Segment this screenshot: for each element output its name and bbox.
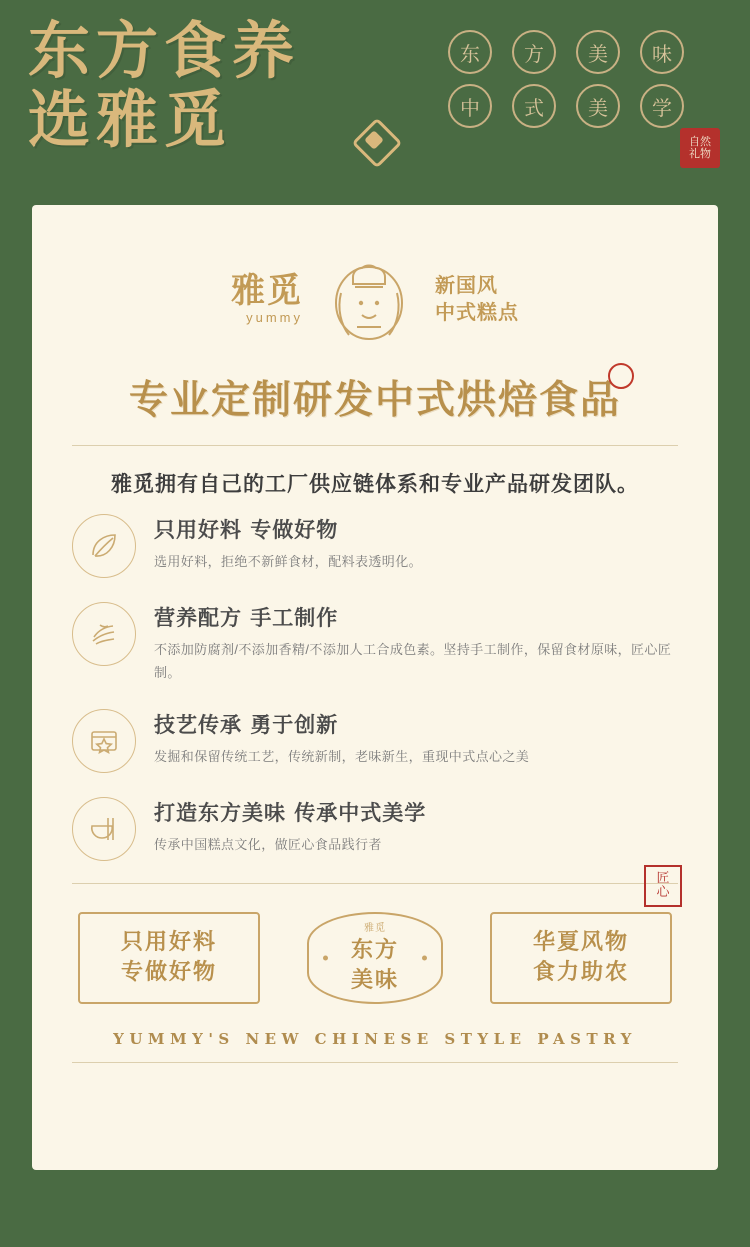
red-ring-mark-icon [608,363,634,389]
badge-circle: 美 [576,30,620,74]
headline-line-2: 选雅觅 [28,82,233,156]
brand-logo [231,271,303,325]
feature-body [154,707,678,769]
list-item [72,795,678,861]
feature-body [154,600,678,685]
chopsticks-bowl-icon [72,797,136,861]
stamp-text [121,928,217,987]
feature-body [154,795,678,857]
card-footer-text: YUMMY'S NEW CHINESE STYLE PASTRY [113,1029,637,1048]
header-seal-stamp: 自然 礼物 [680,128,720,168]
divider [72,1062,678,1063]
stamp-line-1: 只用好料 [120,928,217,955]
chef-portrait-icon [317,247,421,351]
badge-circle: 学 [640,84,684,128]
stamp-line-2: 专做好物 [120,958,217,985]
headline-line-1: 东方食养 [28,14,301,87]
mooncake-mold-icon [72,709,136,773]
content-card [32,205,718,1170]
badge-circle: 方 [512,30,556,74]
stamp-text [533,928,629,987]
feature-list [72,512,678,861]
dot-ornament-icon [323,955,328,960]
badge-circle: 味 [640,30,684,74]
brand-slogan [435,272,519,326]
badge-circle: 东 [448,30,492,74]
brand-slogan-line-1: 新国风 [435,273,498,297]
card-headline-text: 专业定制研发中式烘焙食品 [128,377,621,423]
stamp-line-2: 食力助农 [532,958,629,985]
leaf-icon [72,514,136,578]
list-item [72,707,678,773]
feature-desc: 传承中国糕点文化，做匠心食品践行者 [154,836,382,852]
feature-desc: 不添加防腐剂/不添加香精/不添加人工合成色素。坚持手工制作，保留食材原味，匠心匠制。 [154,642,672,680]
brand-logo-cn: 雅觅 [231,271,303,311]
list-item [72,600,678,685]
stamp-line-1: 华夏风物 [532,928,629,955]
badge-circle: 中 [448,84,492,128]
card-seal-stamp: 匠 心 [644,865,682,907]
stamp-row [72,912,678,1004]
poster-header [0,0,750,200]
stamp-mini-label: 雅觅 [364,923,386,935]
feature-title: 只用好料 专做好物 [154,517,339,542]
badge-circle: 式 [512,84,556,128]
feature-desc: 选用好料，拒绝不新鲜食材，配料表透明化。 [154,554,423,569]
dot-ornament-icon [422,955,427,960]
feature-title: 打造东方美味 传承中式美学 [154,799,427,825]
feature-body [154,512,678,574]
diamond-ornament-icon [352,118,396,162]
brand-logo-en: yummy [246,310,303,325]
brand-slogan-line-2: 中式糕点 [435,300,519,324]
brand-row [72,247,678,351]
stamp-badge [307,912,443,1004]
divider [72,883,678,884]
stamp-text [351,936,399,995]
bottom-band [0,1170,750,1247]
stamp-line-1: 东方 [350,937,399,964]
feature-desc: 发掘和保留传统工艺，传统新制，老味新生，重现中式点心之美 [154,748,530,764]
card-headline [72,369,678,425]
list-item [72,512,678,578]
stamp-badge [490,912,672,1004]
stamp-badge [78,912,260,1004]
hand-icon [72,602,136,666]
card-subtitle: 雅觅拥有自己的工厂供应链体系和专业产品研发团队。 [111,471,639,496]
badge-circle: 美 [576,84,620,128]
divider [72,445,678,446]
feature-title: 营养配方 手工制作 [154,605,339,630]
stamp-line-2: 美味 [350,967,399,993]
feature-title: 技艺传承 勇于创新 [154,711,339,737]
header-badge-grid [448,30,698,128]
